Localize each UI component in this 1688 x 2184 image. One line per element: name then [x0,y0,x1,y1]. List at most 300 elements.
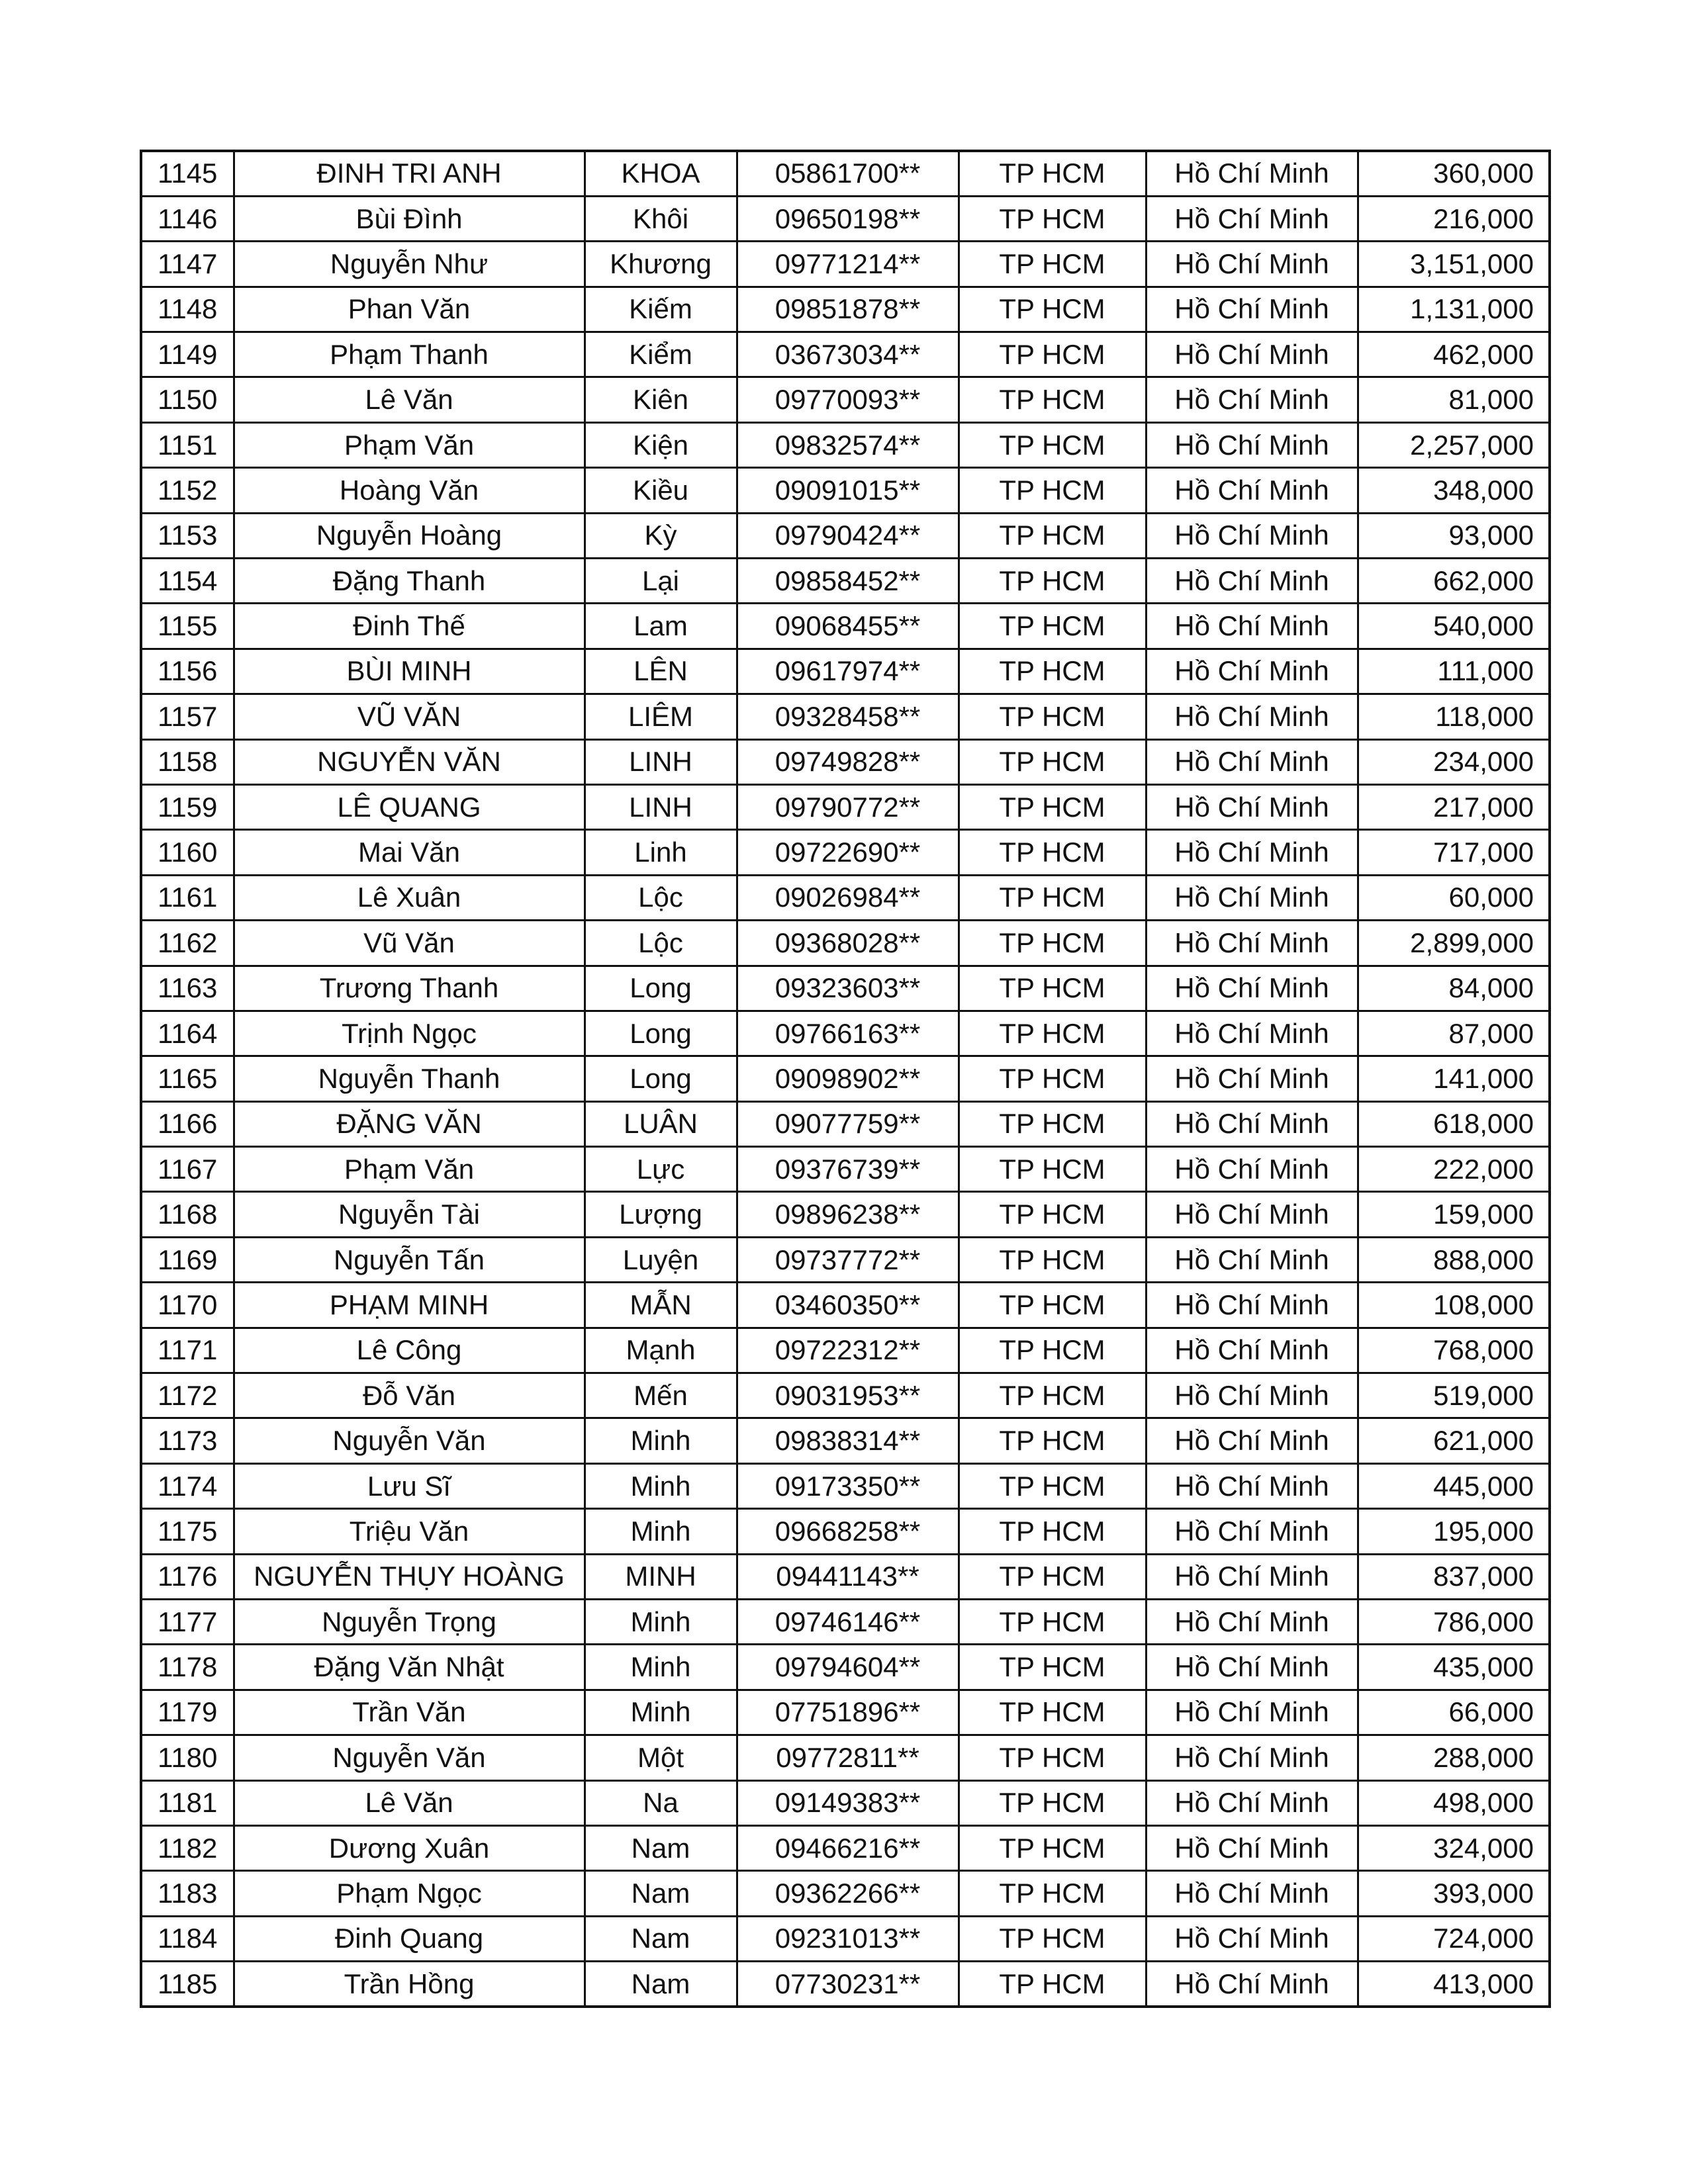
given-name-cell: Minh [585,1690,737,1735]
table-row [141,966,1550,1011]
province-cell: TP HCM [959,604,1146,649]
given-name-cell: Khôi [585,196,737,241]
table-row [141,1283,1550,1328]
table-row [141,1871,1550,1916]
city-cell: Hồ Chí Minh [1146,1554,1358,1599]
surname-cell: Lê Công [234,1328,585,1373]
province-cell: TP HCM [959,1825,1146,1870]
province-cell: TP HCM [959,377,1146,422]
surname-cell: Phạm Văn [234,1147,585,1192]
table-row [141,921,1550,966]
row-number-cell: 1168 [141,1192,234,1237]
given-name-cell: Minh [585,1463,737,1508]
row-number-cell: 1165 [141,1056,234,1101]
row-number-cell: 1170 [141,1283,234,1328]
row-number-cell: 1180 [141,1735,234,1780]
table-row [141,830,1550,875]
table-row [141,151,1550,196]
amount-cell: 222,000 [1358,1147,1550,1192]
phone-cell: 09026984** [737,875,959,920]
province-cell: TP HCM [959,1056,1146,1101]
phone-cell: 09091015** [737,468,959,513]
phone-cell: 09617974** [737,649,959,694]
province-cell: TP HCM [959,1600,1146,1645]
row-number-cell: 1158 [141,739,234,784]
province-cell: TP HCM [959,1328,1146,1373]
city-cell: Hồ Chí Minh [1146,1463,1358,1508]
table-row [141,1916,1550,1961]
given-name-cell: Minh [585,1645,737,1690]
city-cell: Hồ Chí Minh [1146,1509,1358,1554]
amount-cell: 717,000 [1358,830,1550,875]
row-number-cell: 1150 [141,377,234,422]
table-row [141,377,1550,422]
city-cell: Hồ Chí Minh [1146,332,1358,377]
province-cell: TP HCM [959,784,1146,829]
table-row [141,1962,1550,2007]
phone-cell: 09832574** [737,422,959,467]
city-cell: Hồ Chí Minh [1146,1147,1358,1192]
province-cell: TP HCM [959,694,1146,739]
surname-cell: Lê Văn [234,1780,585,1825]
table-row [141,1147,1550,1192]
table-row [141,1825,1550,1870]
surname-cell: NGUYỄN VĂN [234,739,585,784]
city-cell: Hồ Chí Minh [1146,1871,1358,1916]
row-number-cell: 1154 [141,559,234,604]
surname-cell: Lưu Sĩ [234,1463,585,1508]
phone-cell: 09098902** [737,1056,959,1101]
surname-cell: Trần Văn [234,1690,585,1735]
amount-cell: 837,000 [1358,1554,1550,1599]
province-cell: TP HCM [959,1418,1146,1463]
given-name-cell: Linh [585,830,737,875]
phone-cell: 09772811** [737,1735,959,1780]
table-row [141,1554,1550,1599]
surname-cell: Đặng Văn Nhật [234,1645,585,1690]
given-name-cell: LINH [585,784,737,829]
city-cell: Hồ Chí Minh [1146,739,1358,784]
province-cell: TP HCM [959,1780,1146,1825]
amount-cell: 413,000 [1358,1962,1550,2007]
surname-cell: VŨ VĂN [234,694,585,739]
phone-cell: 09231013** [737,1916,959,1961]
phone-cell: 09362266** [737,1871,959,1916]
table-row [141,739,1550,784]
amount-cell: 108,000 [1358,1283,1550,1328]
province-cell: TP HCM [959,1645,1146,1690]
given-name-cell: Long [585,1056,737,1101]
province-cell: TP HCM [959,921,1146,966]
phone-cell: 09794604** [737,1645,959,1690]
city-cell: Hồ Chí Minh [1146,1101,1358,1146]
phone-cell: 07751896** [737,1690,959,1735]
table-row [141,1192,1550,1237]
city-cell: Hồ Chí Minh [1146,1192,1358,1237]
given-name-cell: Lượng [585,1192,737,1237]
city-cell: Hồ Chí Minh [1146,1645,1358,1690]
row-number-cell: 1174 [141,1463,234,1508]
city-cell: Hồ Chí Minh [1146,1056,1358,1101]
city-cell: Hồ Chí Minh [1146,966,1358,1011]
given-name-cell: Minh [585,1600,737,1645]
given-name-cell: Nam [585,1825,737,1870]
city-cell: Hồ Chí Minh [1146,1418,1358,1463]
city-cell: Hồ Chí Minh [1146,694,1358,739]
amount-cell: 2,257,000 [1358,422,1550,467]
province-cell: TP HCM [959,649,1146,694]
city-cell: Hồ Chí Minh [1146,604,1358,649]
given-name-cell: Lam [585,604,737,649]
amount-cell: 540,000 [1358,604,1550,649]
given-name-cell: Kiên [585,377,737,422]
amount-cell: 66,000 [1358,1690,1550,1735]
given-name-cell: Kiểm [585,332,737,377]
table-row [141,1690,1550,1735]
amount-cell: 324,000 [1358,1825,1550,1870]
row-number-cell: 1159 [141,784,234,829]
province-cell: TP HCM [959,1735,1146,1780]
city-cell: Hồ Chí Minh [1146,1600,1358,1645]
phone-cell: 09771214** [737,242,959,287]
amount-cell: 498,000 [1358,1780,1550,1825]
amount-cell: 93,000 [1358,513,1550,558]
row-number-cell: 1163 [141,966,234,1011]
province-cell: TP HCM [959,1192,1146,1237]
table-row [141,287,1550,332]
table-body [141,151,1550,2007]
row-number-cell: 1182 [141,1825,234,1870]
given-name-cell: Kiện [585,422,737,467]
city-cell: Hồ Chí Minh [1146,1735,1358,1780]
row-number-cell: 1157 [141,694,234,739]
province-cell: TP HCM [959,1962,1146,2007]
given-name-cell: MINH [585,1554,737,1599]
given-name-cell: Khương [585,242,737,287]
province-cell: TP HCM [959,1283,1146,1328]
city-cell: Hồ Chí Minh [1146,1237,1358,1282]
province-cell: TP HCM [959,559,1146,604]
surname-cell: Vũ Văn [234,921,585,966]
row-number-cell: 1167 [141,1147,234,1192]
amount-cell: 141,000 [1358,1056,1550,1101]
given-name-cell: Kỳ [585,513,737,558]
surname-cell: Phạm Ngọc [234,1871,585,1916]
phone-cell: 09441143** [737,1554,959,1599]
table-row [141,1735,1550,1780]
phone-cell: 09858452** [737,559,959,604]
province-cell: TP HCM [959,1237,1146,1282]
row-number-cell: 1169 [141,1237,234,1282]
surname-cell: Triệu Văn [234,1509,585,1554]
phone-cell: 09376739** [737,1147,959,1192]
phone-cell: 05861700** [737,151,959,196]
table-row [141,559,1550,604]
table-row [141,1373,1550,1418]
row-number-cell: 1147 [141,242,234,287]
city-cell: Hồ Chí Minh [1146,559,1358,604]
given-name-cell: Nam [585,1916,737,1961]
amount-cell: 81,000 [1358,377,1550,422]
amount-cell: 724,000 [1358,1916,1550,1961]
phone-cell: 03673034** [737,332,959,377]
given-name-cell: Nam [585,1871,737,1916]
row-number-cell: 1179 [141,1690,234,1735]
province-cell: TP HCM [959,1147,1146,1192]
phone-cell: 07730231** [737,1962,959,2007]
given-name-cell: LUÂN [585,1101,737,1146]
table-row [141,1645,1550,1690]
row-number-cell: 1172 [141,1373,234,1418]
row-number-cell: 1149 [141,332,234,377]
phone-cell: 09737772** [737,1237,959,1282]
table-row [141,242,1550,287]
given-name-cell: LIÊM [585,694,737,739]
province-cell: TP HCM [959,739,1146,784]
amount-cell: 87,000 [1358,1011,1550,1056]
table-row [141,1237,1550,1282]
amount-cell: 519,000 [1358,1373,1550,1418]
given-name-cell: Lộc [585,921,737,966]
given-name-cell: Minh [585,1418,737,1463]
row-number-cell: 1166 [141,1101,234,1146]
province-cell: TP HCM [959,1101,1146,1146]
surname-cell: Nguyễn Tài [234,1192,585,1237]
city-cell: Hồ Chí Minh [1146,242,1358,287]
province-cell: TP HCM [959,422,1146,467]
table-row [141,604,1550,649]
surname-cell: Phạm Thanh [234,332,585,377]
given-name-cell: Luyện [585,1237,737,1282]
amount-cell: 111,000 [1358,649,1550,694]
table-row [141,1780,1550,1825]
amount-cell: 621,000 [1358,1418,1550,1463]
phone-cell: 09077759** [737,1101,959,1146]
city-cell: Hồ Chí Minh [1146,1283,1358,1328]
table-row [141,784,1550,829]
amount-cell: 217,000 [1358,784,1550,829]
row-number-cell: 1181 [141,1780,234,1825]
province-cell: TP HCM [959,242,1146,287]
surname-cell: Lê Xuân [234,875,585,920]
city-cell: Hồ Chí Minh [1146,875,1358,920]
table-row [141,196,1550,241]
phone-cell: 09766163** [737,1011,959,1056]
surname-cell: Nguyễn Hoàng [234,513,585,558]
surname-cell: Đinh Quang [234,1916,585,1961]
amount-cell: 60,000 [1358,875,1550,920]
city-cell: Hồ Chí Minh [1146,830,1358,875]
surname-cell: PHẠM MINH [234,1283,585,1328]
given-name-cell: MẪN [585,1283,737,1328]
phone-cell: 09722312** [737,1328,959,1373]
city-cell: Hồ Chí Minh [1146,1780,1358,1825]
amount-cell: 216,000 [1358,196,1550,241]
province-cell: TP HCM [959,1554,1146,1599]
table-row [141,1011,1550,1056]
row-number-cell: 1175 [141,1509,234,1554]
city-cell: Hồ Chí Minh [1146,784,1358,829]
phone-cell: 09466216** [737,1825,959,1870]
amount-cell: 435,000 [1358,1645,1550,1690]
surname-cell: Bùi Đình [234,196,585,241]
province-cell: TP HCM [959,830,1146,875]
row-number-cell: 1148 [141,287,234,332]
given-name-cell: LÊN [585,649,737,694]
amount-cell: 662,000 [1358,559,1550,604]
city-cell: Hồ Chí Minh [1146,1011,1358,1056]
given-name-cell: Lại [585,559,737,604]
surname-cell: Nguyễn Thanh [234,1056,585,1101]
surname-cell: Đặng Thanh [234,559,585,604]
province-cell: TP HCM [959,1011,1146,1056]
row-number-cell: 1155 [141,604,234,649]
surname-cell: LÊ QUANG [234,784,585,829]
surname-cell: Nguyễn Trọng [234,1600,585,1645]
table-row [141,1056,1550,1101]
phone-cell: 09368028** [737,921,959,966]
city-cell: Hồ Chí Minh [1146,921,1358,966]
province-cell: TP HCM [959,1373,1146,1418]
province-cell: TP HCM [959,332,1146,377]
recipient-table [140,150,1551,2008]
table-row [141,1328,1550,1373]
given-name-cell: Nam [585,1962,737,2007]
row-number-cell: 1171 [141,1328,234,1373]
phone-cell: 09031953** [737,1373,959,1418]
row-number-cell: 1164 [141,1011,234,1056]
amount-cell: 1,131,000 [1358,287,1550,332]
row-number-cell: 1184 [141,1916,234,1961]
row-number-cell: 1156 [141,649,234,694]
province-cell: TP HCM [959,1690,1146,1735]
surname-cell: ĐINH TRI ANH [234,151,585,196]
surname-cell: Nguyễn Văn [234,1735,585,1780]
surname-cell: Hoàng Văn [234,468,585,513]
phone-cell: 09149383** [737,1780,959,1825]
given-name-cell: Kiều [585,468,737,513]
phone-cell: 09749828** [737,739,959,784]
surname-cell: Trương Thanh [234,966,585,1011]
surname-cell: Dương Xuân [234,1825,585,1870]
phone-cell: 03460350** [737,1283,959,1328]
phone-cell: 09068455** [737,604,959,649]
given-name-cell: Kiếm [585,287,737,332]
province-cell: TP HCM [959,1871,1146,1916]
row-number-cell: 1177 [141,1600,234,1645]
phone-cell: 09851878** [737,287,959,332]
province-cell: TP HCM [959,1463,1146,1508]
province-cell: TP HCM [959,966,1146,1011]
surname-cell: Nguyễn Văn [234,1418,585,1463]
row-number-cell: 1161 [141,875,234,920]
amount-cell: 360,000 [1358,151,1550,196]
city-cell: Hồ Chí Minh [1146,1328,1358,1373]
amount-cell: 159,000 [1358,1192,1550,1237]
table-row [141,1509,1550,1554]
amount-cell: 786,000 [1358,1600,1550,1645]
city-cell: Hồ Chí Minh [1146,196,1358,241]
amount-cell: 195,000 [1358,1509,1550,1554]
amount-cell: 445,000 [1358,1463,1550,1508]
table-row [141,875,1550,920]
city-cell: Hồ Chí Minh [1146,287,1358,332]
city-cell: Hồ Chí Minh [1146,377,1358,422]
table-row [141,332,1550,377]
given-name-cell: Mạnh [585,1328,737,1373]
city-cell: Hồ Chí Minh [1146,1825,1358,1870]
province-cell: TP HCM [959,875,1146,920]
table-row [141,694,1550,739]
city-cell: Hồ Chí Minh [1146,1690,1358,1735]
table-row [141,649,1550,694]
row-number-cell: 1185 [141,1962,234,2007]
row-number-cell: 1178 [141,1645,234,1690]
amount-cell: 768,000 [1358,1328,1550,1373]
phone-cell: 09746146** [737,1600,959,1645]
city-cell: Hồ Chí Minh [1146,513,1358,558]
amount-cell: 118,000 [1358,694,1550,739]
surname-cell: Đỗ Văn [234,1373,585,1418]
table-row [141,422,1550,467]
given-name-cell: Lộc [585,875,737,920]
amount-cell: 348,000 [1358,468,1550,513]
table-row [141,513,1550,558]
given-name-cell: Một [585,1735,737,1780]
phone-cell: 09838314** [737,1418,959,1463]
surname-cell: BÙI MINH [234,649,585,694]
row-number-cell: 1173 [141,1418,234,1463]
phone-cell: 09173350** [737,1463,959,1508]
city-cell: Hồ Chí Minh [1146,422,1358,467]
table-row [141,1600,1550,1645]
row-number-cell: 1162 [141,921,234,966]
surname-cell: Trịnh Ngọc [234,1011,585,1056]
row-number-cell: 1145 [141,151,234,196]
province-cell: TP HCM [959,151,1146,196]
given-name-cell: Mến [585,1373,737,1418]
row-number-cell: 1153 [141,513,234,558]
phone-cell: 09896238** [737,1192,959,1237]
phone-cell: 09328458** [737,694,959,739]
surname-cell: Lê Văn [234,377,585,422]
surname-cell: Trần Hồng [234,1962,585,2007]
given-name-cell: KHOA [585,151,737,196]
phone-cell: 09323603** [737,966,959,1011]
table-row [141,1101,1550,1146]
province-cell: TP HCM [959,287,1146,332]
given-name-cell: LINH [585,739,737,784]
surname-cell: Mai Văn [234,830,585,875]
city-cell: Hồ Chí Minh [1146,1962,1358,2007]
table-row [141,1418,1550,1463]
row-number-cell: 1146 [141,196,234,241]
phone-cell: 09668258** [737,1509,959,1554]
amount-cell: 234,000 [1358,739,1550,784]
given-name-cell: Long [585,1011,737,1056]
surname-cell: Nguyễn Tấn [234,1237,585,1282]
phone-cell: 09790772** [737,784,959,829]
surname-cell: ĐẶNG VĂN [234,1101,585,1146]
phone-cell: 09650198** [737,196,959,241]
row-number-cell: 1183 [141,1871,234,1916]
amount-cell: 462,000 [1358,332,1550,377]
amount-cell: 288,000 [1358,1735,1550,1780]
surname-cell: Đinh Thế [234,604,585,649]
surname-cell: Nguyễn Như [234,242,585,287]
amount-cell: 888,000 [1358,1237,1550,1282]
city-cell: Hồ Chí Minh [1146,1373,1358,1418]
